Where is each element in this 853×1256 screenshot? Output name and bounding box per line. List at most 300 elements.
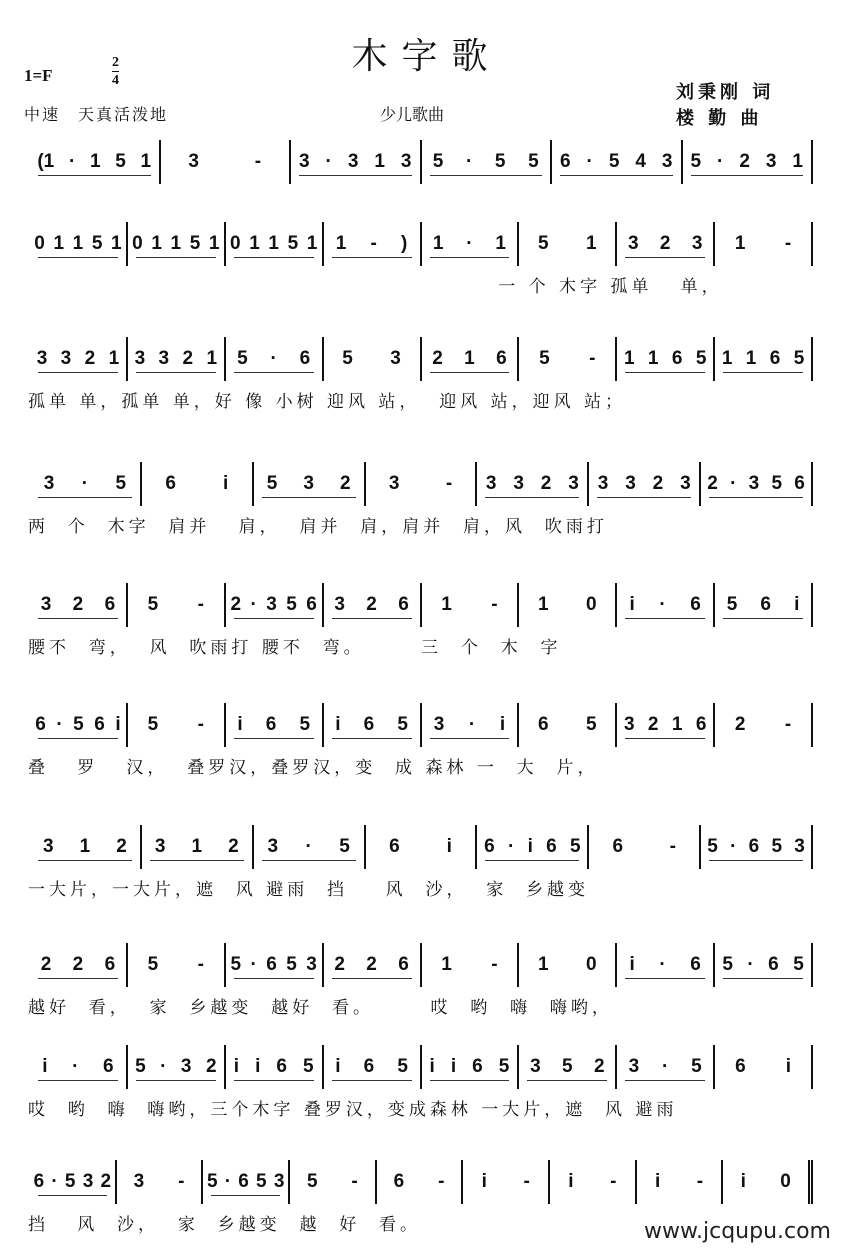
note: i [450,1056,457,1077]
note: 6 [559,151,571,172]
measure [589,462,701,506]
note: 6 [398,594,409,615]
note: - [370,233,377,254]
note: 3 [400,151,412,172]
note: 5 [608,151,620,172]
measure [324,337,422,381]
note: 6 [794,473,805,494]
notes-row [28,943,813,987]
staff-line [28,1045,813,1120]
note: 3 [82,1171,94,1192]
note: 5 [147,594,159,615]
note: 5 [691,1056,702,1077]
note: 5 [570,836,581,857]
lyrics-line: 叠 罗 汉， 叠罗汉，叠罗汉，变 成 森林 一 大 片， [28,758,599,778]
measure [117,1160,204,1204]
measure [254,462,366,506]
note: 3 [390,348,401,369]
note: 5 [237,348,248,369]
note: 0 [780,1171,791,1192]
note: 6 [695,714,707,735]
measure [226,703,324,747]
note: 5 [147,714,159,735]
note: 1 [792,151,803,172]
measure [161,140,292,184]
note: 2 [652,473,664,494]
note: 6 [690,594,701,615]
note: 2 [116,836,127,857]
note: 6 [299,348,311,369]
notes-row [28,1160,813,1204]
note: - [491,594,498,615]
note: 6 [398,954,409,975]
note: 6 [238,1171,249,1192]
lyricist-credit: 刘秉刚 词 [676,82,775,103]
notes-row [28,140,813,184]
note: 5 [73,714,84,735]
note: 0 [585,954,597,975]
measure [422,1045,520,1089]
note: 3 [347,151,359,172]
lyrics-line: 挡 风 沙， 家 乡越变 越 好 看。 [28,1215,422,1235]
staff-line [28,825,813,900]
measure [30,1160,117,1204]
note: 3 [40,594,52,615]
note: 3 [765,151,777,172]
note: 3 [36,348,48,369]
note: 0 [132,233,143,254]
measure [30,825,142,869]
note: 5 [287,233,299,254]
note: · [465,151,473,172]
note: 3 [134,348,146,369]
note: 3 [513,473,524,494]
note: 5 [230,954,242,975]
note: 3 [530,1056,541,1077]
note: 0 [34,233,45,254]
note: - [438,1171,445,1192]
lyrics-line: 哎 哟 嗨 嗨哟，三个木字 叠罗汉，变成森林 一大片，遮 风 避雨 [28,1100,678,1120]
note: 3 [568,473,579,494]
measure [422,943,520,987]
note: 6 [768,954,779,975]
note: 2 [707,473,718,494]
note: 1 [170,233,182,254]
note: 2 [72,594,84,615]
note: 3 [627,233,639,254]
notes-row [28,825,813,869]
note: (1 [37,151,55,172]
note: 5 [707,836,718,857]
measure [324,583,422,627]
note: - [254,151,262,172]
note: 2 [593,1056,605,1077]
note: 6 [165,473,176,494]
notes-row [28,337,813,381]
note: 6 [393,1171,405,1192]
note: 2 [339,473,351,494]
measure [422,222,520,266]
note: 1 [585,233,597,254]
note: - [669,836,676,857]
note: 5 [206,1171,218,1192]
measure [226,222,324,266]
note: 3 [597,473,609,494]
note: i [335,714,341,735]
note: 1 [140,151,152,172]
note: i [629,954,635,975]
note: 1 [623,348,635,369]
measure [291,140,422,184]
note: 5 [115,473,127,494]
note: · [468,714,476,735]
note: · [250,954,257,975]
note: 1 [734,233,746,254]
staff-line [28,337,813,412]
note: i [115,714,121,735]
staff-line [28,943,813,1018]
measure [254,825,366,869]
note: 5 [690,151,702,172]
note: 1 [432,233,444,254]
note: 5 [538,233,549,254]
note: 5 [303,1056,314,1077]
measure [715,222,813,266]
staff-line [28,583,813,658]
note: 1 [441,594,452,615]
note: 6 [748,836,760,857]
measure [30,1045,128,1089]
measure [550,1160,637,1204]
lyrics-line: 一大片，一大片，遮 风 避雨 挡 风 沙， 家 乡越变 [28,880,590,900]
note: 3 [188,151,199,172]
measure [617,943,715,987]
note: - [784,714,792,735]
note: 5 [793,348,805,369]
note: 2 [366,594,377,615]
note: · [68,151,76,172]
note: 6 [103,1056,114,1077]
note: 0 [230,233,241,254]
measure [715,1045,813,1089]
lyrics-line: 一 个 木字 孤单 单， [28,277,723,297]
measure [377,1160,464,1204]
note: 6 [690,954,701,975]
note: 6 [546,836,557,857]
note: 6 [760,594,771,615]
note: · [224,1171,232,1192]
measure [30,337,128,381]
note: · [250,594,257,615]
note: 5 [256,1171,267,1192]
note: · [659,594,666,615]
measure [477,825,589,869]
note: - [445,473,453,494]
measure [290,1160,377,1204]
staff-line [28,462,813,537]
note: 1 [335,233,347,254]
measure [519,1045,617,1089]
note: 5 [528,151,539,172]
note: 2 [734,714,746,735]
measure [422,140,553,184]
note: · [466,233,473,254]
note: 1 [110,233,122,254]
measure [128,337,226,381]
note: - [696,1171,704,1192]
note: 1 [495,233,506,254]
measure [715,943,813,987]
note: · [325,151,332,172]
note: 1 [745,348,757,369]
note: · [659,954,666,975]
note: 6 [389,836,400,857]
note: 1 [53,233,65,254]
measure [715,703,813,747]
note: 2 [659,233,671,254]
time-sig-top: 2 [112,55,119,70]
note: 0 [585,594,597,615]
note: 1 [671,714,683,735]
measure [723,1160,813,1204]
note: 3 [298,151,310,172]
note: 3 [60,348,72,369]
note: 6 [769,348,781,369]
note: i [629,594,635,615]
note: · [747,954,754,975]
note: 6 [33,1171,45,1192]
measure [617,1045,715,1089]
measure [128,1045,226,1089]
note: 2 [205,1056,217,1077]
note: 3 [158,348,170,369]
note: i [499,714,506,735]
note: - [178,1171,185,1192]
note: 6 [35,714,46,735]
note: 6 [363,1056,375,1077]
note: 3 [133,1171,145,1192]
measure [701,462,813,506]
note: 3 [661,151,673,172]
note: 5 [286,954,297,975]
measure [519,703,617,747]
note: 3 [154,836,166,857]
note: 6 [104,594,116,615]
note: 1 [306,233,318,254]
note: i [654,1171,661,1192]
measure [477,462,589,506]
note: - [197,594,204,615]
note: i [237,714,243,735]
note: 1 [72,233,84,254]
note: 2 [540,473,552,494]
measure [142,825,254,869]
note: 3 [623,714,635,735]
note: 2 [647,714,659,735]
note: 3 [273,1171,285,1192]
note: 3 [306,954,317,975]
note: 6 [735,1056,746,1077]
lyrics-line: 两 个 木字 肩并 肩， 肩并 肩，肩并 肩，风 吹雨打 [28,517,608,537]
note: 5 [266,473,278,494]
note: 6 [104,954,116,975]
note: 2 [182,348,194,369]
note: 2 [72,954,84,975]
time-sig-bottom: 4 [112,73,119,88]
measure [30,222,128,266]
notes-row [28,703,813,747]
note: - [197,954,204,975]
note: 1 [268,233,279,254]
note: 5 [722,954,733,975]
note: 1 [721,348,733,369]
note: i [233,1056,240,1077]
lyrics-line: 越好 看， 家 乡越变 越好 看。 哎 哟 嗨 嗨哟， [28,998,613,1018]
measure [617,222,715,266]
note: i [527,836,533,857]
note: 3 [180,1056,192,1077]
note: 6 [265,714,277,735]
measure [463,1160,550,1204]
note: - [784,233,792,254]
note: 5 [91,233,103,254]
measure [366,462,478,506]
note: 6 [612,836,624,857]
note: 3 [485,473,497,494]
measure [30,140,161,184]
lyrics-line: 腰不 弯， 风 吹雨打 腰不 弯。 三 个 木 字 [28,638,562,658]
measure [715,583,813,627]
note: · [730,473,737,494]
measure [519,337,617,381]
note: i [481,1171,487,1192]
note: i [785,1056,791,1077]
note: 1 [374,151,385,172]
note: 6 [484,836,495,857]
song-title: 木字歌 [351,36,502,77]
note: 5 [115,151,126,172]
note: i [794,594,800,615]
note: 2 [100,1171,112,1192]
note: 5 [539,348,550,369]
note: 5 [726,594,738,615]
measure [226,583,324,627]
note: i [429,1056,435,1077]
measure [324,222,422,266]
note: - [351,1171,358,1192]
note: 3 [43,473,55,494]
note: 1 [206,348,218,369]
lyrics-line: 孤单 单，孤单 单，好 像 小树 迎风 站， 迎风 站，迎风 站； [28,392,627,412]
note: 5 [771,473,783,494]
note: 3 [433,714,445,735]
measure [366,825,478,869]
note: 6 [306,594,317,615]
measure [128,583,226,627]
tempo-marking: 中速 天真活泼地 [24,105,169,124]
note: 1 [191,836,203,857]
note: i [42,1056,48,1077]
note: 1 [249,233,260,254]
note: 6 [472,1056,483,1077]
measure [715,337,813,381]
note: ) [401,233,408,254]
note: 6 [363,714,375,735]
note: · [662,1056,669,1077]
notes-row [28,222,813,266]
note: 2 [366,954,377,975]
measure [617,583,715,627]
note: - [523,1171,530,1192]
note: i [222,473,229,494]
note: 3 [388,473,400,494]
note: 1 [89,151,101,172]
notes-row [28,1045,813,1089]
note: 3 [794,836,805,857]
note: 2 [230,594,242,615]
watermark: www.jcqupu.com [644,1219,831,1244]
measure [226,337,324,381]
genre-label: 少儿歌曲 [380,105,445,124]
note: · [586,151,593,172]
note: 1 [79,836,91,857]
note: 6 [538,714,549,735]
note: i [740,1171,746,1192]
note: 5 [397,1056,408,1077]
note: i [255,1056,261,1077]
note: 5 [793,954,804,975]
note: 2 [84,348,96,369]
note: 3 [43,836,54,857]
notes-row [28,583,813,627]
note: · [81,473,89,494]
measure [519,222,617,266]
note: 3 [748,473,760,494]
measure [324,1045,422,1089]
note: 3 [680,473,691,494]
note: 2 [228,836,239,857]
note: 1 [647,348,659,369]
note: 6 [496,348,507,369]
note: 6 [276,1056,287,1077]
note: 6 [266,954,277,975]
note: · [717,151,724,172]
measure [203,1160,290,1204]
note: 3 [303,473,314,494]
time-signature [112,54,119,89]
note: 3 [691,233,703,254]
note: 5 [64,1171,76,1192]
note: 5 [494,151,506,172]
note: 1 [151,233,162,254]
note: · [51,1171,58,1192]
note: 5 [306,1171,318,1192]
composer-credit: 楼 勤 曲 [676,108,763,129]
note: 2 [432,348,443,369]
note: - [589,348,596,369]
note: · [507,836,515,857]
note: 2 [40,954,52,975]
measure [226,1045,324,1089]
measure [701,825,813,869]
note: 5 [498,1056,510,1077]
measure [30,462,142,506]
measure [422,583,520,627]
note: · [56,714,63,735]
measure [324,943,422,987]
note: i [568,1171,574,1192]
measure [589,825,701,869]
